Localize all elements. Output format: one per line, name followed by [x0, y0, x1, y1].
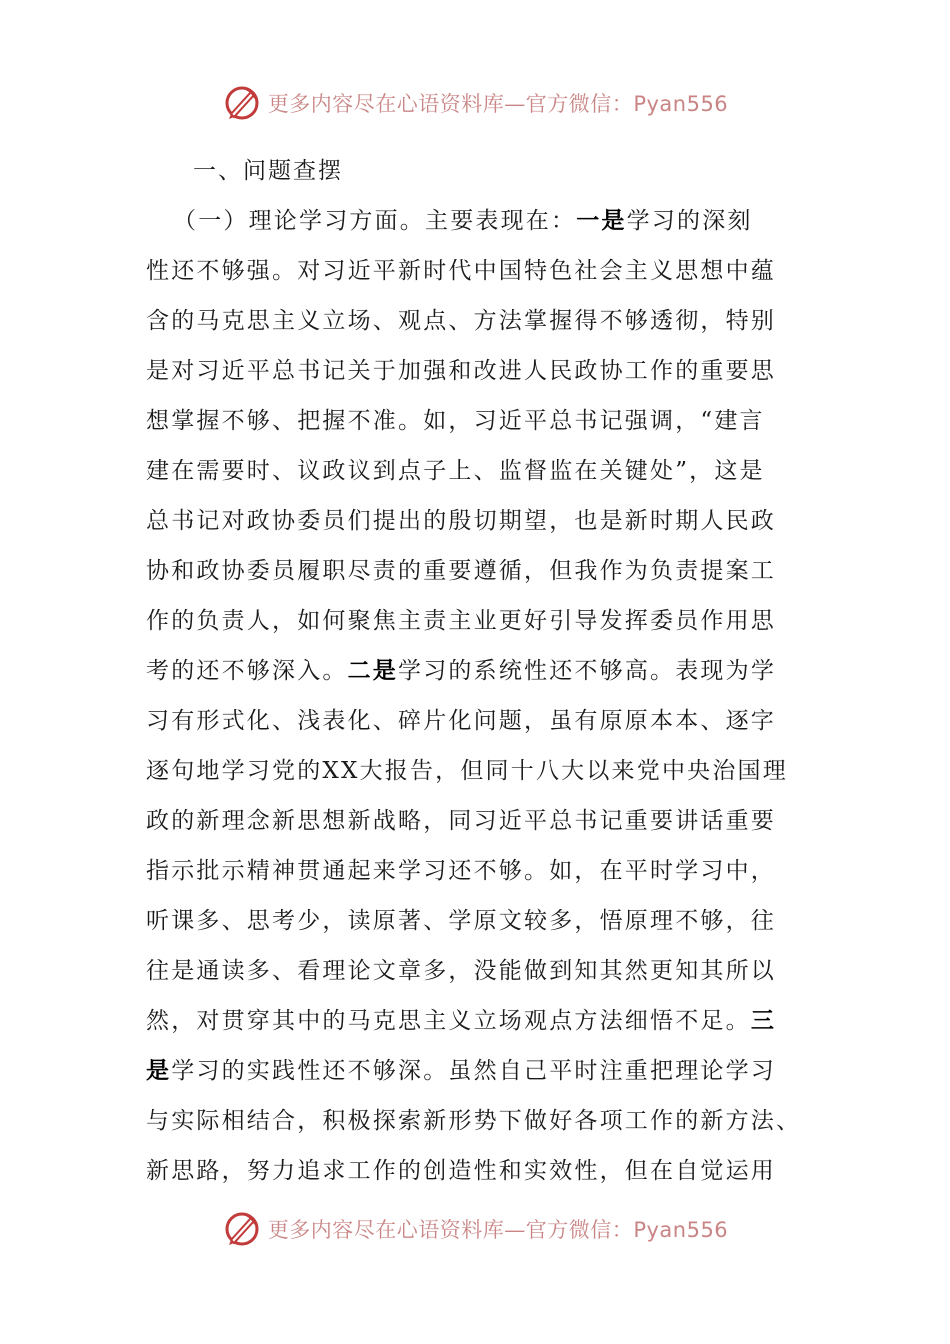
- text-line: 与实际相结合，积极探索新形势下做好各项工作的新方法、: [146, 1108, 802, 1134]
- watermark-banner-bottom: [0, 1204, 950, 1254]
- text-line: （一）理论学习方面。主要表现在：一是学习的深刻: [173, 207, 753, 234]
- pen-logo-icon: [222, 83, 262, 123]
- text-line: 新思路，努力追求工作的创造性和实效性，但在自觉运用: [146, 1158, 776, 1184]
- text-line: 含的马克思主义立场、观点、方法掌握得不够透彻，特别: [146, 308, 776, 334]
- text-line: 考的还不够深入。二是学习的系统性还不够高。表现为学: [146, 657, 777, 684]
- text-line: 性还不够强。对习近平新时代中国特色社会主义思想中蕴: [146, 258, 776, 284]
- section-heading: 一、问题查摆: [193, 158, 343, 184]
- text-line: 建在需要时、议政议到点子上、监督监在关键处”，这是: [146, 458, 765, 484]
- text-line: 习有形式化、浅表化、碎片化问题，虽有原原本本、逐字: [146, 708, 776, 734]
- text-line: 往是通读多、看理论文章多，没能做到知其然更知其所以: [146, 958, 776, 984]
- watermark-text: 更多内容尽在心语资料库—官方微信：Pyan556: [267, 1218, 729, 1242]
- text-line: 是对习近平总书记关于加强和改进人民政协工作的重要思: [146, 358, 776, 384]
- text-line: 是学习的实践性还不够深。虽然自己平时注重把理论学习: [146, 1057, 777, 1084]
- watermark-banner-top: [0, 78, 950, 128]
- text-line: 指示批示精神贯通起来学习还不够。如，在平时学习中，: [146, 858, 776, 884]
- document-body: [146, 146, 806, 1196]
- text-line: 协和政协委员履职尽责的重要遵循，但我作为负责提案工: [146, 558, 776, 584]
- watermark-text: 更多内容尽在心语资料库—官方微信：Pyan556: [267, 92, 729, 116]
- text-line: 逐句地学习党的XX大报告，但同十八大以来党中央治国理: [146, 758, 788, 784]
- text-line: 政的新理念新思想新战略，同习近平总书记重要讲话重要: [146, 808, 776, 834]
- text-line: 听课多、思考少，读原著、学原文较多，悟原理不够，往: [146, 908, 776, 934]
- text-line: 想掌握不够、把握不准。如，习近平总书记强调，“建言: [146, 408, 765, 434]
- pen-logo-icon: [222, 1209, 262, 1249]
- text-line: 总书记对政协委员们提出的殷切期望，也是新时期人民政: [146, 508, 776, 534]
- text-line: 作的负责人，如何聚焦主责主业更好引导发挥委员作用思: [146, 608, 776, 634]
- text-line: 然，对贯穿其中的马克思主义立场观点方法细悟不足。三: [146, 1007, 777, 1034]
